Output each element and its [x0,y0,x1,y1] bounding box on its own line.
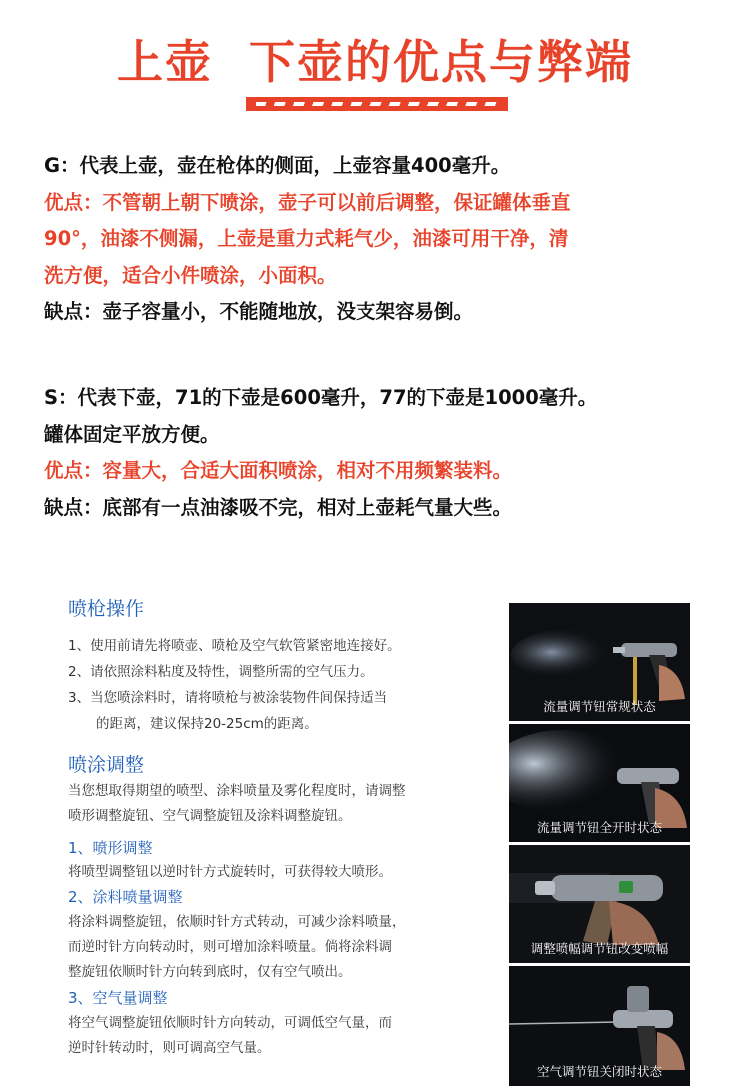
photo-caption: 空气调节钮关闭时状态 [536,1064,662,1079]
air-adjust-title: 3、空气量调整 [68,989,168,1007]
operation-item-2: 2、请依照涂料粘度及特性，调整所需的空气压力。 [68,664,374,680]
g-advantages-line-1: 优点：不管朝上朝下喷涂，壶子可以前后调整，保证罐体垂直 [44,190,571,214]
operation-item-3: 3、当您喷涂料时，请将喷枪与被涂装物件间保持适当 [68,690,388,706]
operation-heading: 喷枪操作 [68,598,145,620]
g-advantages-line-2: 90°，油漆不侧漏，上壶是重力式耗气少，油漆可用干净，清 [44,227,569,250]
air-adjust-text-2: 逆时针转动时，则可调高空气量。 [68,1040,271,1056]
lower-pot-section [44,380,734,526]
s-advantages: 优点：容量大，合适大面积喷涂，相对不用频繁装料。 [44,459,513,482]
adjust-heading: 喷涂调整 [68,754,145,776]
photo-air-closed [509,966,690,1086]
photo-caption: 流量调节钮全开时状态 [536,820,662,835]
adjust-intro-2: 喷形调整旋钮、空气调整旋钮及涂料调整旋钮。 [68,808,352,824]
pattern-adjust-text: 将喷型调整钮以逆时针方式旋转时，可获得较大喷形。 [68,864,392,880]
s-definition: S：代表下壶，71的下壶是600毫升，77的下壶是1000毫升。 [44,386,598,409]
s-disadvantages: 缺点：底部有一点油漆吸不完，相对上壶耗气量大些。 [44,495,513,519]
photo-flow-normal [509,603,690,721]
operation-item-1: 1、使用前请先将喷壶、喷枪及空气软管紧密地连接好。 [68,638,401,654]
paint-adjust-title: 2、涂料喷量调整 [68,888,183,906]
g-definition: G：代表上壶，壶在枪体的侧面，上壶容量400毫升。 [44,154,511,177]
operation-item-3-cont: 的距离，建议保持20-25cm的距离。 [96,716,318,732]
paint-adjust-text-2: 而逆时针方向转动时，则可增加涂料喷量。倘将涂料调 [68,939,392,955]
pattern-adjust-title: 1、喷形调整 [68,839,153,857]
page-title: 上壶 下壶的优点与弊端 [116,35,634,89]
paint-adjust-text-1: 将涂料调整旋钮，依顺时针方式转动，可减少涂料喷量， [68,914,406,930]
g-disadvantages: 缺点：壶子容量小，不能随地放，没支架容易倒。 [44,300,474,323]
photo-caption: 调整喷幅调节钮改变喷幅 [530,941,669,956]
adjust-intro-1: 当您想取得期望的喷型、涂料喷量及雾化程度时，请调整 [68,783,406,799]
photo-pattern-adjust [509,845,690,963]
photo-caption: 流量调节钮常规状态 [543,699,656,714]
paint-adjust-text-3: 整旋钮依顺时针方向转到底时，仅有空气喷出。 [68,964,352,980]
title-underline-stripe [246,97,508,111]
g-advantages-line-3: 洗方便，适合小件喷涂，小面积。 [44,263,337,287]
photo-flow-open [509,724,690,842]
s-definition-cont: 罐体固定平放方便。 [44,422,220,446]
upper-pot-section [44,148,734,331]
air-adjust-text-1: 将空气调整旋钮依顺时针方向转动，可调低空气量，而 [68,1015,392,1031]
